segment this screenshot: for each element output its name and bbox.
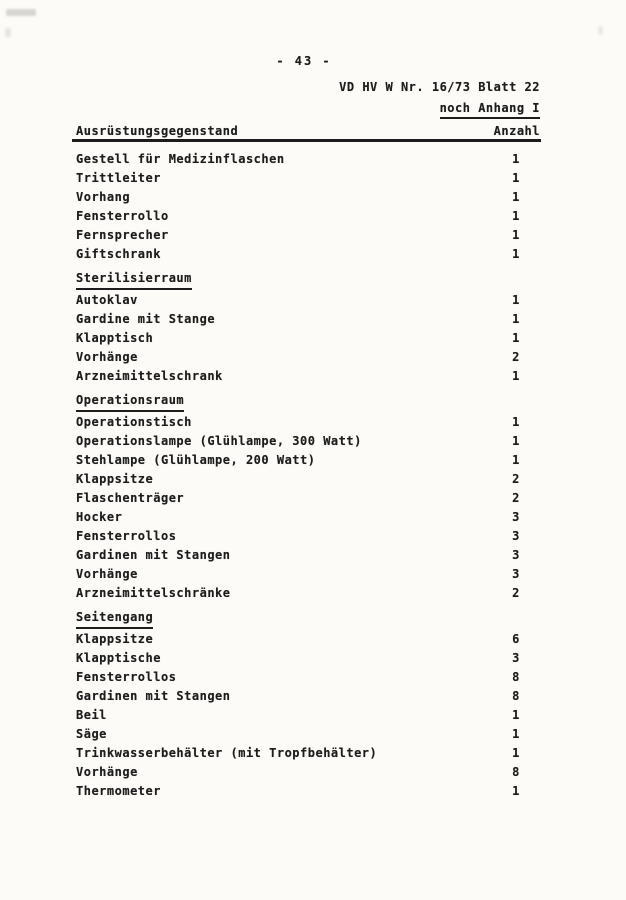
item-name: Fernsprecher bbox=[76, 228, 169, 242]
item-name: Vorhänge bbox=[76, 350, 138, 364]
column-header-count: Anzahl bbox=[493, 124, 540, 138]
item-count: 2 bbox=[512, 586, 520, 600]
item-count: 3 bbox=[512, 651, 520, 665]
table-row bbox=[76, 489, 540, 508]
table-row bbox=[76, 207, 540, 226]
item-count: 3 bbox=[512, 529, 520, 543]
section-heading-label: Operationsraum bbox=[76, 392, 184, 412]
table-row bbox=[76, 725, 540, 744]
item-count: 6 bbox=[512, 632, 520, 646]
table-row bbox=[76, 413, 540, 432]
item-name: Klapptische bbox=[76, 651, 161, 665]
table-row bbox=[76, 763, 540, 782]
item-name: Gestell für Medizinflaschen bbox=[76, 152, 285, 166]
scan-artifact bbox=[5, 28, 11, 37]
document-reference: VD HV W Nr. 16/73 Blatt 22 bbox=[339, 80, 540, 94]
item-count: 1 bbox=[512, 453, 520, 467]
item-count: 1 bbox=[512, 708, 520, 722]
table-row bbox=[76, 706, 540, 725]
table-row bbox=[76, 584, 540, 603]
table-row bbox=[76, 329, 540, 348]
table-row bbox=[76, 432, 540, 451]
item-name: Trittleiter bbox=[76, 171, 161, 185]
table-header bbox=[76, 124, 540, 138]
table-row bbox=[76, 744, 540, 763]
item-count: 1 bbox=[512, 247, 520, 261]
scan-artifact bbox=[6, 9, 36, 16]
item-name: Klappsitze bbox=[76, 632, 154, 646]
item-name: Klappsitze bbox=[76, 472, 154, 486]
table-row bbox=[76, 630, 540, 649]
table-row bbox=[76, 546, 540, 565]
item-count: 8 bbox=[512, 670, 520, 684]
item-count: 2 bbox=[512, 472, 520, 486]
item-name: Beil bbox=[76, 708, 107, 722]
item-name: Klapptisch bbox=[76, 331, 154, 345]
section-heading bbox=[76, 392, 540, 411]
item-count: 3 bbox=[512, 548, 520, 562]
item-name: Giftschrank bbox=[76, 247, 161, 261]
item-count: 1 bbox=[512, 369, 520, 383]
table-row bbox=[76, 527, 540, 546]
item-name: Gardine mit Stange bbox=[76, 312, 216, 326]
section-heading bbox=[76, 609, 540, 628]
item-name: Arzneimittelschränke bbox=[76, 586, 231, 600]
table-row bbox=[76, 649, 540, 668]
item-name: Fensterrollos bbox=[76, 529, 177, 543]
item-count: 2 bbox=[512, 491, 520, 505]
column-header-item: Ausrüstungsgegenstand bbox=[76, 124, 239, 138]
table-row bbox=[76, 451, 540, 470]
item-name: Vorhänge bbox=[76, 765, 138, 779]
item-name: Fensterrollos bbox=[76, 670, 177, 684]
item-count: 8 bbox=[512, 765, 520, 779]
section-heading-label: Seitengang bbox=[76, 609, 153, 629]
table-row bbox=[76, 668, 540, 687]
item-count: 1 bbox=[512, 331, 520, 345]
item-name: Autoklav bbox=[76, 293, 138, 307]
item-count: 1 bbox=[512, 434, 520, 448]
item-name: Gardinen mit Stangen bbox=[76, 689, 231, 703]
item-name: Operationstisch bbox=[76, 415, 192, 429]
item-count: 1 bbox=[512, 209, 520, 223]
table-row bbox=[76, 310, 540, 329]
annex-note: noch Anhang I bbox=[440, 101, 540, 119]
item-count: 8 bbox=[512, 689, 520, 703]
item-name: Trinkwasserbehälter (mit Tropfbehälter) bbox=[76, 746, 378, 760]
item-name: Arzneimittelschrank bbox=[76, 369, 223, 383]
page-number: - 43 - bbox=[276, 54, 332, 68]
table-row bbox=[76, 226, 540, 245]
table-row bbox=[76, 470, 540, 489]
section-heading-label: Sterilisierraum bbox=[76, 270, 192, 290]
table-row bbox=[76, 150, 540, 169]
item-count: 1 bbox=[512, 228, 520, 242]
item-name: Fensterrollo bbox=[76, 209, 169, 223]
item-count: 1 bbox=[512, 415, 520, 429]
item-count: 1 bbox=[512, 312, 520, 326]
item-count: 1 bbox=[512, 727, 520, 741]
table-row bbox=[76, 687, 540, 706]
item-count: 2 bbox=[512, 350, 520, 364]
table-row bbox=[76, 188, 540, 207]
item-count: 3 bbox=[512, 567, 520, 581]
scan-artifact bbox=[598, 26, 603, 35]
item-name: Thermometer bbox=[76, 784, 161, 798]
item-name: Säge bbox=[76, 727, 107, 741]
item-count: 1 bbox=[512, 746, 520, 760]
table-row bbox=[76, 782, 540, 801]
header-rule bbox=[72, 139, 541, 142]
equipment-list bbox=[76, 150, 540, 801]
item-count: 1 bbox=[512, 152, 520, 166]
item-name: Vorhänge bbox=[76, 567, 138, 581]
item-name: Operationslampe (Glühlampe, 300 Watt) bbox=[76, 434, 362, 448]
section-heading bbox=[76, 270, 540, 289]
item-name: Hocker bbox=[76, 510, 123, 524]
item-name: Gardinen mit Stangen bbox=[76, 548, 231, 562]
table-row bbox=[76, 348, 540, 367]
item-name: Stehlampe (Glühlampe, 200 Watt) bbox=[76, 453, 316, 467]
table-row bbox=[76, 565, 540, 584]
item-count: 1 bbox=[512, 293, 520, 307]
table-row bbox=[76, 291, 540, 310]
item-count: 3 bbox=[512, 510, 520, 524]
table-row bbox=[76, 169, 540, 188]
table-row bbox=[76, 508, 540, 527]
item-count: 1 bbox=[512, 190, 520, 204]
table-row bbox=[76, 245, 540, 264]
item-name: Vorhang bbox=[76, 190, 131, 204]
item-count: 1 bbox=[512, 171, 520, 185]
table-row bbox=[76, 367, 540, 386]
item-count: 1 bbox=[512, 784, 520, 798]
item-name: Flaschenträger bbox=[76, 491, 185, 505]
